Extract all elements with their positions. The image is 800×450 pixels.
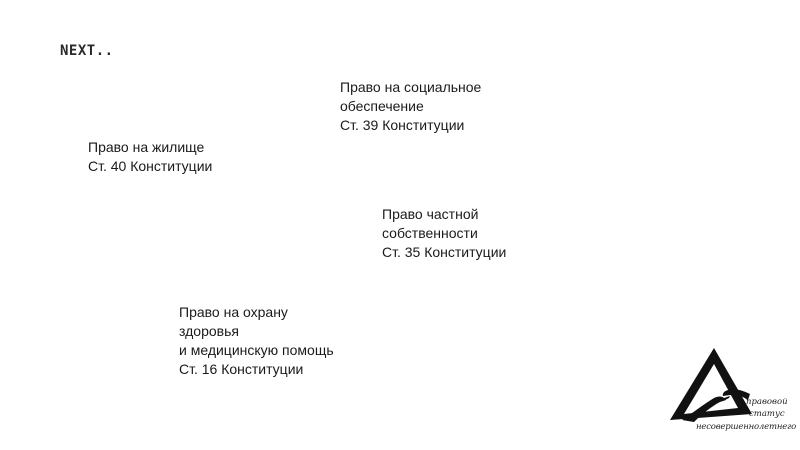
right-property-title-line2: собственности bbox=[382, 225, 478, 241]
logo-text-line2: статус bbox=[749, 409, 785, 419]
right-health-title-line2: здоровья bbox=[179, 323, 239, 339]
logo-text-line1: правовой bbox=[746, 397, 788, 407]
right-housing-article: Ст. 40 Конституции bbox=[88, 158, 213, 174]
logo-text-line3: несовершеннолетнего bbox=[696, 422, 797, 432]
right-health-title-line3: и медицинскую помощь bbox=[179, 342, 334, 358]
right-social-article: Ст. 39 Конституции bbox=[340, 117, 465, 133]
legal-status-logo bbox=[652, 340, 797, 440]
right-private-property-block bbox=[382, 205, 506, 262]
right-housing-block bbox=[88, 138, 212, 176]
right-property-title-line1: Право частной bbox=[382, 206, 479, 222]
right-property-article: Ст. 35 Конституции bbox=[382, 244, 507, 260]
right-social-title-line2: обеспечение bbox=[340, 98, 424, 114]
right-health-care-block bbox=[179, 303, 334, 379]
right-housing-title: Право на жилище bbox=[88, 139, 205, 155]
slide-heading: NEXT.. bbox=[60, 43, 114, 59]
right-social-security-block bbox=[340, 78, 481, 135]
right-health-article: Ст. 16 Конституции bbox=[179, 361, 304, 377]
right-health-title-line1: Право на охрану bbox=[179, 304, 288, 320]
right-social-title-line1: Право на социальное bbox=[340, 79, 482, 95]
